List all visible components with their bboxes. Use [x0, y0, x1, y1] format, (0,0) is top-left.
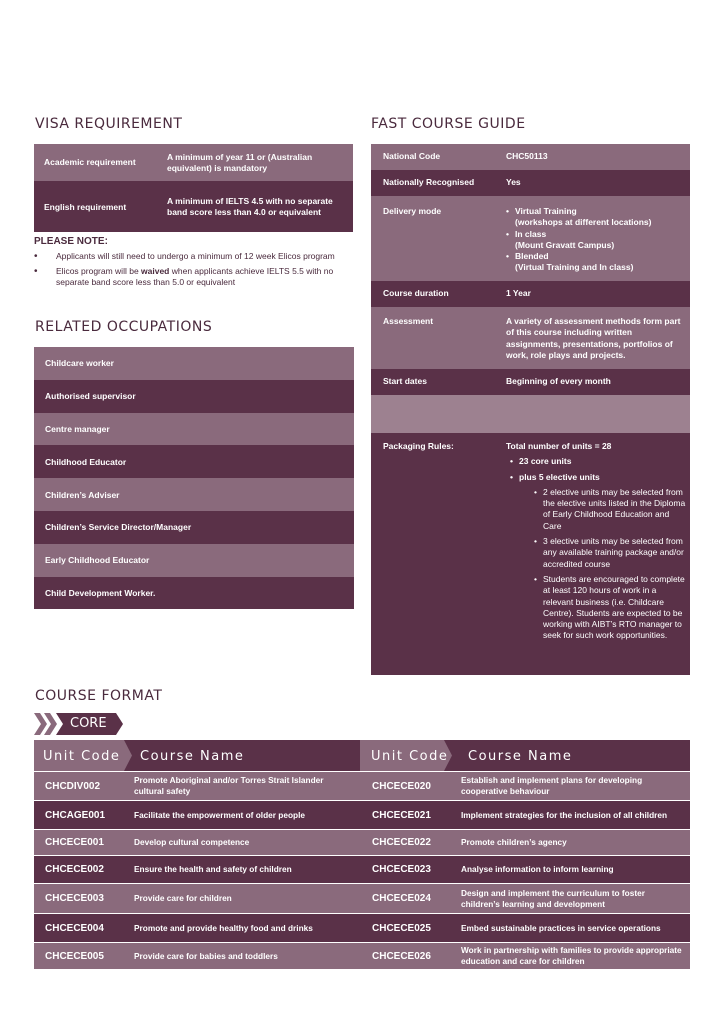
guide-value: A variety of assessment methods form part of this course including written assignments, presentations, portfolios of work, role plays and projects. [506, 316, 681, 360]
unit-code: CHCECE021 [372, 809, 431, 821]
delivery-name: Virtual Training [515, 206, 577, 216]
unit-row [34, 855, 690, 883]
note-text: Applicants will still need to undergo a minimum of 12 week Elicos program [56, 251, 335, 261]
guide-row-assessment [371, 307, 690, 369]
visa-value: A minimum of year 11 or (Australian equivalent) is mandatory [167, 151, 313, 173]
visa-label: Academic requirement [44, 157, 136, 167]
course-name: Design and implement the curriculum to foster children’s learning and development [461, 887, 645, 909]
unit-code: CHCAGE001 [45, 809, 106, 821]
guide-heading: FAST COURSE GUIDE [371, 116, 526, 132]
guide-row-empty [371, 395, 690, 433]
packaging-core-text: 23 core units [519, 456, 572, 467]
packaging-total: Total number of units = 28 [506, 441, 612, 451]
course-name: Promote children’s agency [461, 837, 567, 847]
guide-row-start [371, 369, 690, 395]
note-bold: waived [141, 266, 170, 276]
guide-row-delivery [371, 196, 690, 281]
delivery-list [506, 206, 690, 281]
visa-row-english [34, 181, 353, 232]
unit-row [34, 883, 690, 913]
delivery-detail: (workshops at different locations) [515, 217, 652, 228]
guide-label: Start dates [383, 376, 427, 387]
visa-table [34, 144, 353, 232]
header-course-name: Course Name [468, 749, 573, 764]
packaging-sub-text: 3 elective units may be selected from any available training package and/or accredited course [543, 536, 684, 569]
delivery-item: • In class (Mount Gravatt Campus) [506, 228, 615, 250]
note-item [34, 266, 354, 288]
note-text: Elicos program will be [56, 266, 142, 276]
occupation-item: Children’s Service Director/Manager [34, 511, 354, 544]
course-name: Analyse information to inform learning [461, 864, 614, 874]
occupations-heading: RELATED OCCUPATIONS [35, 319, 213, 335]
visa-value: A minimum of IELTS 4.5 with no separate band score less than 4.0 or equivalent [167, 195, 333, 217]
packaging-elective-text: plus 5 elective units [519, 471, 600, 482]
packaging-elective: • plus 5 elective units [510, 471, 600, 482]
delivery-item: • Blended (Virtual Training and In class) [506, 251, 634, 273]
visa-heading: VISA REQUIREMENT [35, 116, 183, 132]
delivery-name: Blended [515, 251, 549, 262]
course-guide-table [371, 144, 690, 675]
unit-code: CHCECE024 [372, 893, 431, 904]
guide-label: National Code [383, 151, 441, 162]
unit-row [34, 942, 690, 969]
occupation-item: Childhood Educator [34, 445, 354, 478]
packaging-sub: • Students are encouraged to complete at least 120 hours of work in a relevant business (i.e. Childcare Centre). Students are expected to be working with AIBT’s RTO manager to seek for such work opportunities. [534, 573, 685, 641]
unit-code: CHCECE022 [372, 837, 431, 848]
course-name: Provide care for babies and toddlers [134, 950, 278, 961]
unit-code: CHCECE026 [372, 950, 431, 962]
course-name: Promote and provide healthy food and drinks [134, 922, 313, 933]
note-item [34, 251, 354, 262]
unit-code: CHCECE025 [372, 922, 431, 934]
delivery-item: • Virtual Training (workshops at different locations) [506, 206, 652, 228]
unit-row [34, 771, 690, 800]
unit-code: CHCECE020 [372, 780, 431, 792]
header-unit-code: Unit Code [43, 749, 121, 764]
delivery-name: In class [515, 228, 547, 239]
guide-label: Course duration [383, 288, 449, 299]
occupation-item: Authorised supervisor [34, 380, 354, 413]
unit-code: CHCECE003 [45, 893, 104, 904]
guide-value: 1 Year [506, 288, 531, 299]
packaging-sub: • 3 elective units may be selected from any available training package and/or accredited course [534, 536, 686, 570]
occupation-item: Early Childhood Educator [34, 544, 354, 577]
unit-row [34, 829, 690, 855]
unit-code: CHCECE023 [372, 864, 431, 875]
guide-label: Delivery mode [383, 206, 442, 216]
unit-row [34, 913, 690, 942]
delivery-detail: (Virtual Training and In class) [515, 262, 634, 273]
course-name: Facilitate the empowerment of older people [134, 809, 306, 820]
delivery-detail: (Mount Gravatt Campus) [515, 239, 615, 250]
packaging-sub: • 2 elective units may be selected from the elective units listed in the Diploma of Early Childhood Education and Care [534, 486, 686, 531]
course-name: Ensure the health and safety of children [134, 864, 292, 874]
please-note [34, 236, 354, 292]
unit-row [34, 800, 690, 829]
please-note-title: PLEASE NOTE: [34, 236, 108, 247]
course-name: Embed sustainable practices in service operations [461, 922, 661, 933]
occupation-item: Childcare worker [34, 347, 354, 380]
unit-rows [34, 771, 690, 969]
guide-value: Beginning of every month [506, 376, 611, 387]
guide-label: Nationally Recognised [383, 177, 475, 188]
packaging-rules [506, 441, 690, 675]
unit-code: CHCECE004 [45, 922, 104, 934]
guide-label: Packaging Rules: [383, 441, 454, 451]
course-name: Promote Aboriginal and/or Torres Strait Islander cultural safety [134, 775, 324, 796]
course-name: Provide care for children [134, 893, 232, 903]
course-name: Establish and implement plans for developing cooperative behaviour [461, 775, 643, 796]
unit-code: CHCECE001 [45, 837, 104, 848]
guide-row-recognised [371, 170, 690, 196]
course-name: Implement strategies for the inclusion of all children [461, 809, 668, 820]
packaging-core: • 23 core units [510, 456, 572, 467]
occupation-item: Children’s Adviser [34, 478, 354, 511]
guide-row-code [371, 144, 690, 170]
packaging-sub-text: 2 elective units may be selected from the elective units listed in the Diploma of Early Childhood Education and Care [543, 486, 686, 531]
note-text: when applicants achieve IELTS 5.5 with no separate band score less than 5.0 or equivalent [56, 266, 334, 287]
units-header [34, 740, 690, 771]
core-tag [34, 713, 124, 735]
guide-value: CHC50113 [506, 151, 548, 162]
units-table [34, 740, 690, 969]
guide-row-duration [371, 281, 690, 307]
occupations-list [34, 347, 354, 609]
core-label: CORE [70, 716, 107, 731]
visa-row-academic [34, 144, 353, 181]
visa-label: English requirement [44, 201, 127, 212]
format-heading: COURSE FORMAT [35, 688, 163, 704]
packaging-sub-text: Students are encouraged to complete at least 120 hours of work in a relevant business (i.e. Childcare Centre). Students are expected to be working with AIBT’s RTO manager to seek for such work opportunities. [543, 573, 685, 641]
guide-value: Yes [506, 177, 521, 188]
unit-code: CHCECE002 [45, 864, 104, 875]
course-name: Develop cultural competence [134, 837, 250, 847]
course-name: Work in partnership with families to provide appropriate education and care for children [461, 945, 682, 966]
guide-row-packaging [371, 433, 690, 675]
unit-code: CHCECE005 [45, 950, 104, 962]
header-unit-code: Unit Code [371, 749, 449, 764]
header-course-name: Course Name [140, 749, 245, 764]
unit-code: CHCDIV002 [45, 780, 101, 792]
guide-label: Assessment [383, 316, 434, 326]
occupation-item: Centre manager [34, 413, 354, 446]
occupation-item: Child Development Worker. [34, 577, 354, 610]
header-bg [34, 740, 690, 771]
